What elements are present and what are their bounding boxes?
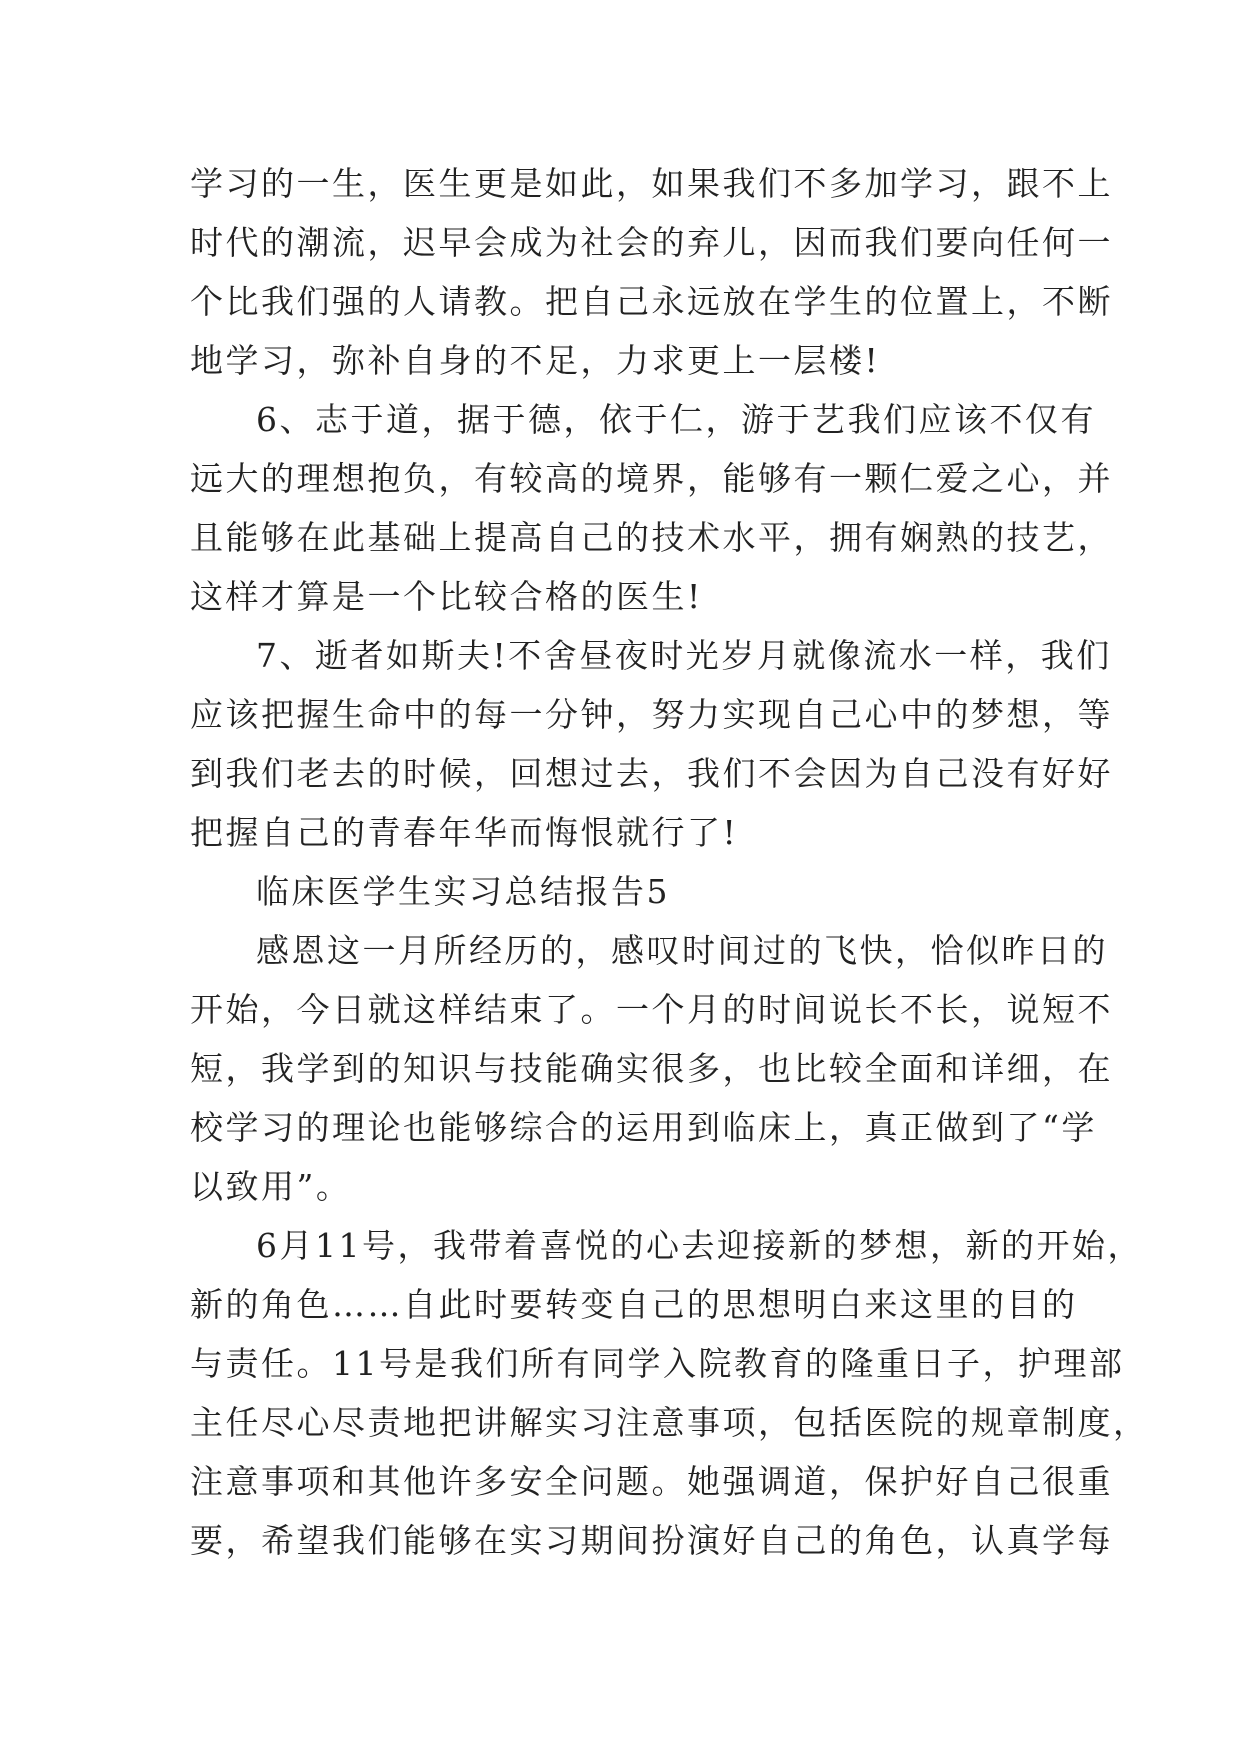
text-line: 以致用”。 [190, 1167, 352, 1206]
text-line: 把握自己的青春年华而悔恨就行了! [190, 813, 739, 852]
text-line: 7、逝者如斯夫!不舍昼夜时光岁月就像流水一样，我们 [256, 636, 1112, 675]
text-line: 且能够在此基础上提高自己的技术水平，拥有娴熟的技艺， [190, 518, 1113, 557]
text-line: 注意事项和其他许多安全问题。她强调道，保护好自己很重 [190, 1462, 1113, 1501]
text-line: 新的角色……自此时要转变自己的思想明白来这里的目的 [190, 1285, 1078, 1324]
document-body [190, 154, 1149, 1570]
text-line: 学习的一生，医生更是如此，如果我们不多加学习，跟不上 [190, 164, 1113, 203]
text-line: 短，我学到的知识与技能确实很多，也比较全面和详细，在 [190, 1049, 1113, 1088]
text-line: 要，希望我们能够在实习期间扮演好自己的角色，认真学每 [190, 1521, 1113, 1560]
text-line: 地学习，弥补自身的不足，力求更上一层楼! [190, 341, 881, 380]
text-line: 时代的潮流，迟早会成为社会的弃儿，因而我们要向任何一 [190, 223, 1113, 262]
text-line: 远大的理想抱负，有较高的境界，能够有一颗仁爱之心，并 [190, 459, 1113, 498]
text-line: 临床医学生实习总结报告5 [256, 872, 670, 911]
text-line: 应该把握生命中的每一分钟，努力实现自己心中的梦想，等 [190, 695, 1113, 734]
text-line: 6、志于道，据于德，依于仁，游于艺我们应该不仅有 [256, 400, 1096, 439]
text-line: 这样才算是一个比较合格的医生! [190, 577, 703, 616]
text-line: 与责任。11号是我们所有同学入院教育的隆重日子，护理部 [190, 1344, 1125, 1383]
text-line: 个比我们强的人请教。把自己永远放在学生的位置上，不断 [190, 282, 1113, 321]
text-line: 感恩这一月所经历的，感叹时间过的飞快，恰似昨日的 [256, 931, 1108, 970]
text-line: 校学习的理论也能够综合的运用到临床上，真正做到了“学 [190, 1108, 1097, 1147]
text-line: 到我们老去的时候，回想过去，我们不会因为自己没有好好 [190, 754, 1113, 793]
text-line: 主任尽心尽责地把讲解实习注意事项，包括医院的规章制度， [190, 1403, 1149, 1442]
text-line: 6月11号，我带着喜悦的心去迎接新的梦想，新的开始， [256, 1226, 1143, 1265]
text-line: 开始，今日就这样结束了。一个月的时间说长不长，说短不 [190, 990, 1113, 1029]
